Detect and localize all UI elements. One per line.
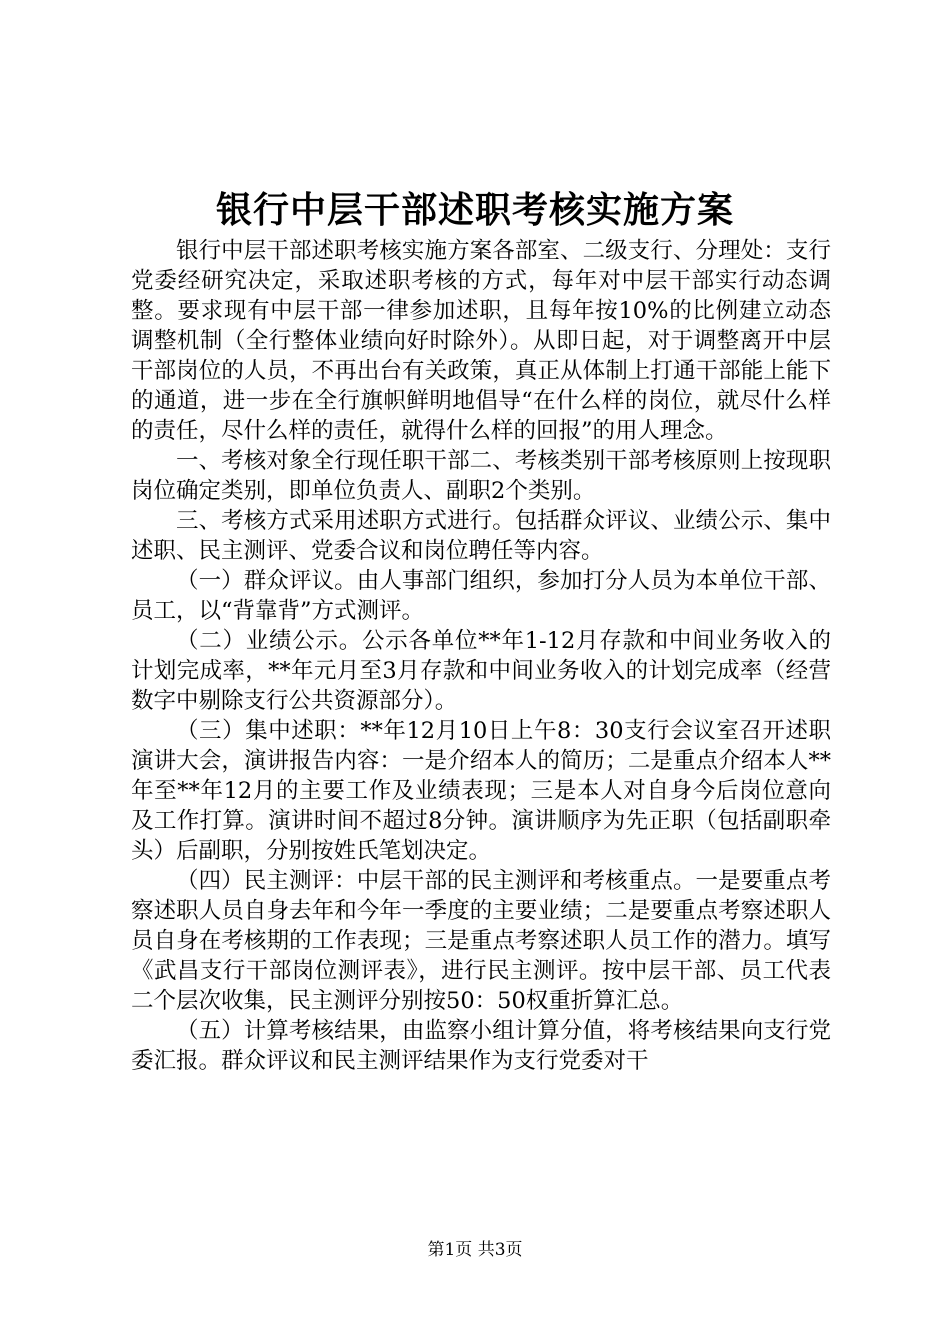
paragraph-section-1-2: 一、考核对象全行现任职干部二、考核类别干部考核原则上按现职岗位确定类别，即单位负责人、副职2个类别。 bbox=[131, 448, 831, 504]
paragraph-item-3: （三）集中述职：**年12月10日上午8：30支行会议室召开述职演讲大会，演讲报告内容：一是介绍本人的简历；二是重点介绍本人**年至**年12月的主要工作及业绩表现；三是本人对自身今后岗位意向及工作打算。演讲时间不超过8分钟。演讲顺序为先正职（包括副职牵头）后副职，分别按姓氏笔划决定。 bbox=[131, 718, 831, 864]
paragraph-item-5: （五）计算考核结果，由监察小组计算分值，将考核结果向支行党委汇报。群众评议和民主测评结果作为支行党委对干 bbox=[131, 1018, 831, 1074]
page-number-footer: 第1页 共3页 bbox=[427, 1240, 523, 1260]
document-title: 银行中层干部述职考核实施方案 bbox=[215, 189, 734, 231]
paragraph-item-2: （二）业绩公示。公示各单位**年1-12月存款和中间业务收入的计划完成率，**年元月至3月存款和中间业务收入的计划完成率（经营数字中剔除支行公共资源部分）。 bbox=[131, 628, 831, 714]
document-body bbox=[131, 236, 831, 1076]
paragraph-intro: 银行中层干部述职考核实施方案各部室、二级支行、分理处：支行党委经研究决定，采取述职考核的方式，每年对中层干部实行动态调整。要求现有中层干部一律参加述职，且每年按10%的比例建立动态调整机制（全行整体业绩向好时除外）。从即日起，对于调整离开中层干部岗位的人员，不再出台有关政策，真正从体制上打通干部能上能下的通道，进一步在全行旗帜鲜明地倡导“在什么样的岗位，就尽什么样的责任，尽什么样的责任，就得什么样的回报”的用人理念。 bbox=[131, 238, 831, 444]
paragraph-item-4: （四）民主测评：中层干部的民主测评和考核重点。一是要重点考察述职人员自身去年和今年一季度的主要业绩；二是要重点考察述职人员自身在考核期的工作表现；三是重点考察述职人员工作的潜力。填写《武昌支行干部岗位测评表》，进行民主测评。按中层干部、员工代表二个层次收集，民主测评分别按50：50权重折算汇总。 bbox=[131, 868, 831, 1014]
paragraph-section-3: 三、考核方式采用述职方式进行。包括群众评议、业绩公示、集中述职、民主测评、党委合议和岗位聘任等内容。 bbox=[131, 508, 831, 564]
paragraph-item-1: （一）群众评议。由人事部门组织，参加打分人员为本单位干部、员工，以“背靠背”方式测评。 bbox=[131, 568, 831, 624]
